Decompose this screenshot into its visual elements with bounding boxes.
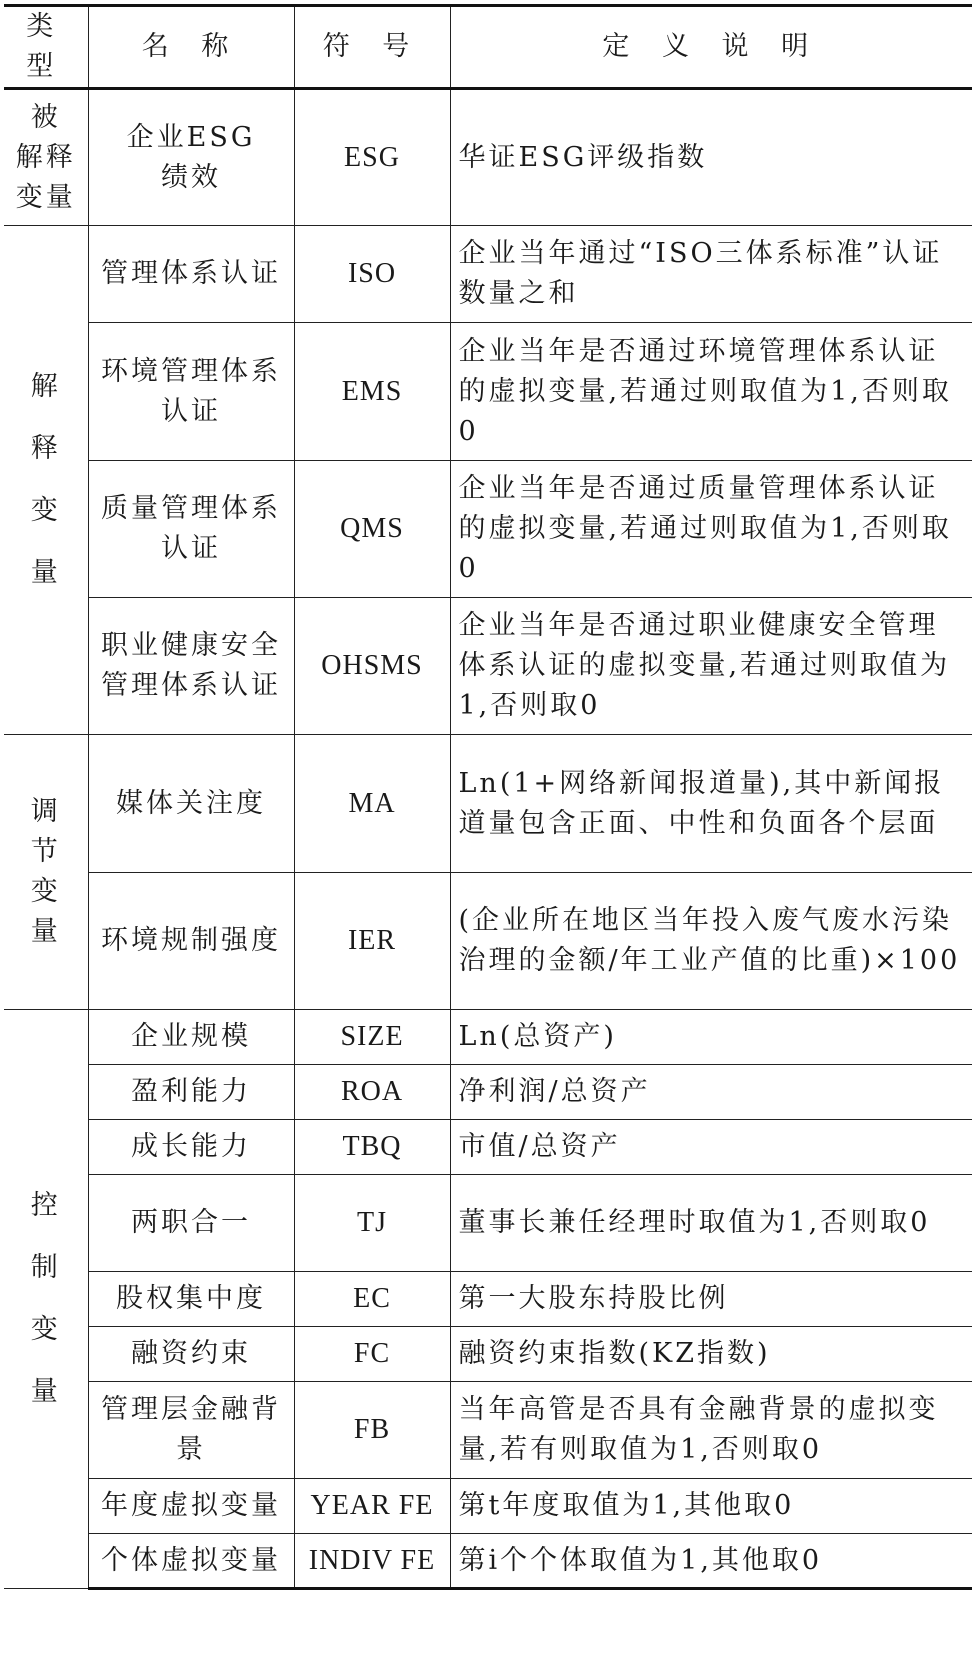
group-label-part: 解	[30, 371, 61, 402]
variable-symbol: SIZE	[294, 1010, 450, 1065]
variable-definition: (企业所在地区当年投入废气废水污染治理的金额/年工业产值的比重)×100	[450, 873, 972, 1010]
variable-symbol: IER	[294, 873, 450, 1010]
variable-symbol: FB	[294, 1382, 450, 1479]
group-label-part: 量	[30, 1376, 61, 1407]
variable-name-line-2: 绩效	[161, 161, 221, 193]
table-row	[4, 1479, 972, 1534]
variable-symbol: EC	[294, 1272, 450, 1327]
variable-symbol: OHSMS	[294, 598, 450, 735]
group-label-part: 制	[30, 1252, 61, 1283]
table-row	[4, 1327, 972, 1382]
table-row	[4, 1120, 972, 1175]
table-row	[4, 461, 972, 598]
group-label-part: 变量	[15, 181, 76, 213]
group-label-part: 调	[30, 796, 61, 827]
group-control-variable	[4, 1010, 88, 1589]
variable-definition: 董事长兼任经理时取值为1,否则取0	[450, 1175, 972, 1272]
variable-symbol: ROA	[294, 1065, 450, 1120]
variable-symbol: TJ	[294, 1175, 450, 1272]
table-row	[4, 1175, 972, 1272]
variable-definition: 企业当年通过“ISO三体系标准”认证数量之和	[450, 226, 972, 323]
table-row	[4, 873, 972, 1010]
group-dependent-variable	[4, 89, 88, 226]
variable-definition: 当年高管是否具有金融背景的虚拟变量,若有则取值为1,否则取0	[450, 1382, 972, 1479]
variable-name: 企业规模	[88, 1010, 294, 1065]
variable-name: 盈利能力	[88, 1065, 294, 1120]
table-row	[4, 1272, 972, 1327]
group-label-part: 被	[30, 101, 61, 133]
variable-symbol: ESG	[294, 89, 450, 226]
table-row	[4, 1382, 972, 1479]
header-definition: 定 义 说 明	[450, 6, 972, 89]
variable-definition: 第t年度取值为1,其他取0	[450, 1479, 972, 1534]
variable-symbol: EMS	[294, 323, 450, 461]
group-label-part: 量	[30, 916, 61, 947]
variable-symbol: ISO	[294, 226, 450, 323]
header-type: 类型	[4, 6, 88, 89]
table-row	[4, 1534, 972, 1589]
table-row	[4, 1065, 972, 1120]
table-row	[4, 598, 972, 735]
variable-definition: Ln(1+网络新闻报道量),其中新闻报道量包含正面、中性和负面各个层面	[450, 735, 972, 873]
variable-definition: 企业当年是否通过环境管理体系认证的虚拟变量,若通过则取值为1,否则取0	[450, 323, 972, 461]
variable-definition: 华证ESG评级指数	[450, 89, 972, 226]
table-row	[4, 226, 972, 323]
variable-definition: 第i个个体取值为1,其他取0	[450, 1534, 972, 1589]
variable-name: 管理层金融背景	[88, 1382, 294, 1479]
group-label-part: 解释	[15, 141, 76, 173]
variable-definition-table	[4, 4, 972, 1590]
group-label-part: 变	[30, 876, 61, 907]
group-label-part: 变	[30, 495, 61, 526]
variable-name: 环境管理体系认证	[88, 323, 294, 461]
variable-definition: 第一大股东持股比例	[450, 1272, 972, 1327]
variable-name	[88, 89, 294, 226]
variable-name: 媒体关注度	[88, 735, 294, 873]
variable-symbol: INDIV FE	[294, 1534, 450, 1589]
variable-name: 管理体系认证	[88, 226, 294, 323]
variable-name: 质量管理体系认证	[88, 461, 294, 598]
variable-name: 两职合一	[88, 1175, 294, 1272]
variable-definition: 融资约束指数(KZ指数)	[450, 1327, 972, 1382]
table-row	[4, 735, 972, 873]
variable-name: 个体虚拟变量	[88, 1534, 294, 1589]
variable-name: 成长能力	[88, 1120, 294, 1175]
header-symbol: 符 号	[294, 6, 450, 89]
variable-name: 年度虚拟变量	[88, 1479, 294, 1534]
variable-symbol: FC	[294, 1327, 450, 1382]
variable-name: 职业健康安全管理体系认证	[88, 598, 294, 735]
variable-definition: 净利润/总资产	[450, 1065, 972, 1120]
group-label-part: 节	[30, 836, 61, 867]
variable-symbol: MA	[294, 735, 450, 873]
variable-definition: 企业当年是否通过职业健康安全管理体系认证的虚拟变量,若通过则取值为1,否则取0	[450, 598, 972, 735]
variable-name: 融资约束	[88, 1327, 294, 1382]
table-row	[4, 89, 972, 226]
variable-symbol: YEAR FE	[294, 1479, 450, 1534]
variable-symbol: TBQ	[294, 1120, 450, 1175]
variable-symbol: QMS	[294, 461, 450, 598]
table-row	[4, 323, 972, 461]
group-label-part: 释	[30, 433, 61, 464]
group-explanatory-variable	[4, 226, 88, 735]
variable-definition: 企业当年是否通过质量管理体系认证的虚拟变量,若通过则取值为1,否则取0	[450, 461, 972, 598]
variable-name: 环境规制强度	[88, 873, 294, 1010]
group-label-part: 量	[30, 557, 61, 588]
variable-name-line-1: 企业ESG	[126, 121, 256, 153]
group-moderating-variable	[4, 735, 88, 1010]
table-row	[4, 1010, 972, 1065]
variable-definition: 市值/总资产	[450, 1120, 972, 1175]
table-header-row	[4, 6, 972, 89]
group-label-part: 变	[30, 1314, 61, 1345]
variable-definition-table-container	[4, 4, 972, 1590]
variable-definition: Ln(总资产)	[450, 1010, 972, 1065]
group-label-part: 控	[30, 1190, 61, 1221]
variable-name: 股权集中度	[88, 1272, 294, 1327]
header-name: 名 称	[88, 6, 294, 89]
